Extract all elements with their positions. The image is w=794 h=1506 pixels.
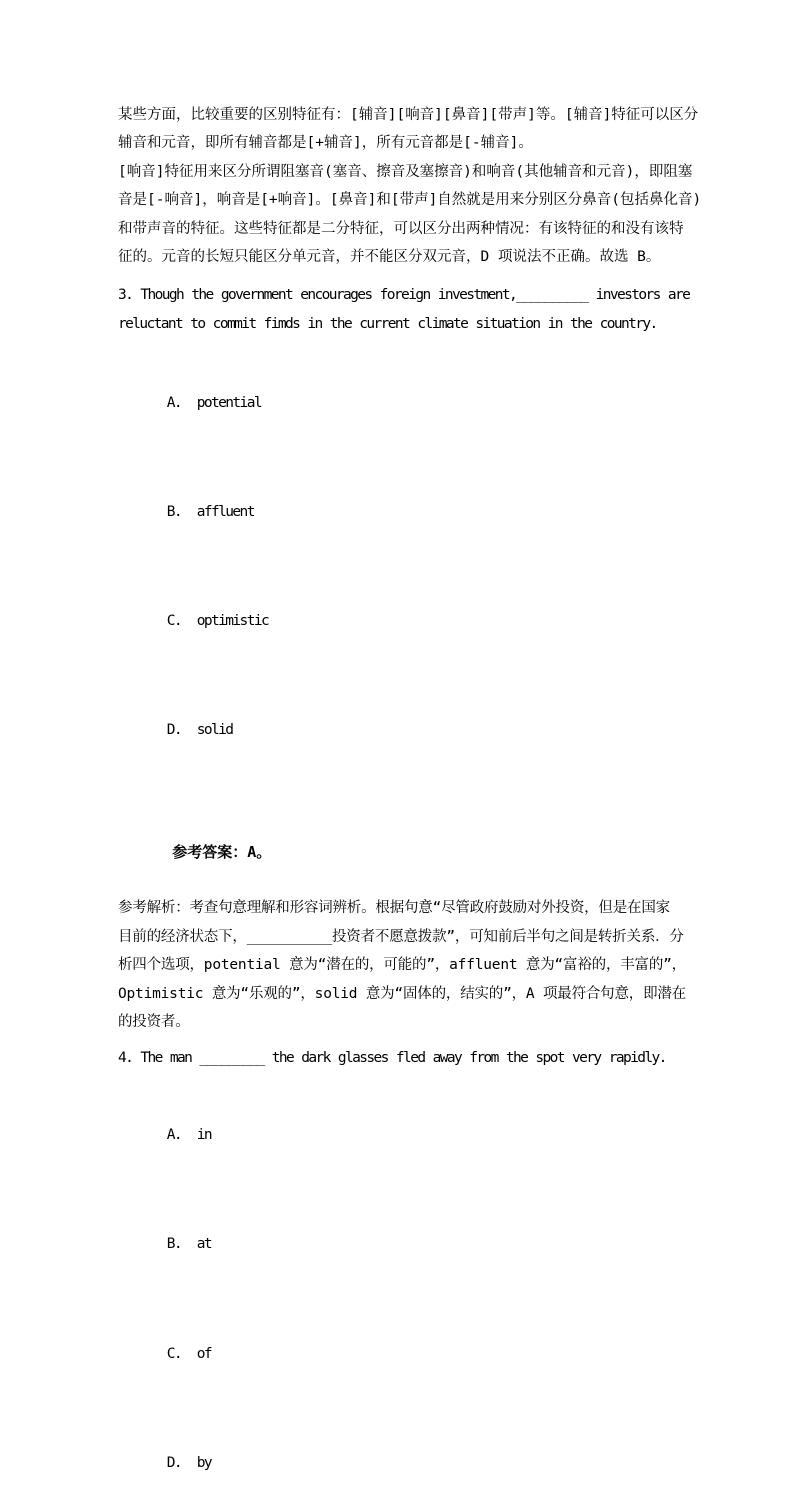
reference-answer-label: 参考答案： [172, 842, 248, 861]
explanation-line: [响音]特征用来区分所谓阻塞音(塞音、擦音及塞擦音)和响音(其他辅音和元音)，即阻塞 [118, 163, 693, 180]
explanation-line: 某些方面，比较重要的区别特征有：[辅音][响音][鼻音][带声]等。[辅音]特征可以区分 [118, 107, 699, 123]
question-3-option-c [118, 579, 678, 664]
option-label: C. [166, 613, 182, 630]
option-text: solid [196, 722, 233, 739]
option-label: A. [166, 394, 182, 411]
explanation-line: 和带声音的特征。这些特征都是二分特征，可以区分出两种情况：有该特征的和没有该特 [118, 220, 684, 237]
option-text: optimistic [196, 613, 269, 630]
option-label: D. [166, 722, 182, 739]
analysis-line: 目前的经济状态下，__________投资者不愿意拨款”，可知前后半句之间是转折关系．分 [118, 928, 684, 945]
option-text: at [196, 1236, 212, 1253]
option-text: by [196, 1454, 212, 1471]
option-text: potential [196, 394, 261, 411]
question-4-option-c [118, 1311, 678, 1396]
reference-answer-value: A。 [247, 842, 272, 861]
reference-analysis-paragraph [118, 894, 686, 1036]
question-3-option-d [118, 688, 678, 773]
option-text: affluent [196, 503, 254, 520]
explanation-line: 征的。元音的长短只能区分单元音，并不能区分双元音，D 项说法不正确。故选 B。 [118, 249, 661, 266]
question-3-option-b [118, 469, 678, 554]
analysis-line: 的投资者。 [118, 1013, 190, 1030]
option-text: in [196, 1127, 212, 1144]
analysis-line: Optimistic 意为“乐观的”，solid 意为“固体的，结实的”，A 项最符合句意，即潜在 [118, 985, 686, 1002]
option-label: D. [166, 1454, 182, 1471]
question-3-stem-line-1: 3. Though the government encourages foreign investment,__________ investors are [118, 287, 690, 304]
question-3-option-a [118, 360, 678, 445]
option-label: B. [166, 1236, 182, 1253]
question-4-option-b [118, 1202, 678, 1287]
question-4-option-d [118, 1420, 678, 1505]
analysis-line: 析四个选项，potential 意为“潜在的，可能的”，affluent 意为“富裕的，丰富的”， [118, 957, 686, 974]
option-text: of [196, 1345, 212, 1362]
explanation-line: 音是[-响音]，响音是[+响音]。[鼻音]和[带声]自然就是用来分别区分鼻音(包括鼻化音) [118, 192, 702, 209]
phonetics-explanation-paragraph [118, 101, 702, 271]
question-4-stem: 4. The man _________ the dark glasses fled away from the spot very rapidly. [118, 1050, 666, 1067]
question-4-option-a [118, 1093, 678, 1178]
explanation-line: 辅音和元音，即所有辅音都是[+辅音]，所有元音都是[-辅音]。 [118, 135, 533, 152]
analysis-line: 参考解析：考查句意理解和形容词辨析。根据句意“尽管政府鼓励对外投资，但是在国家 [118, 900, 670, 917]
question-3-stem-line-2: reluctant to commit fimds in the current climate situation in the country. [118, 315, 657, 332]
option-label: A. [166, 1127, 182, 1144]
option-label: C. [166, 1345, 182, 1362]
reference-answer-line [118, 809, 678, 894]
document-content [118, 101, 702, 1506]
option-label: B. [166, 503, 182, 520]
